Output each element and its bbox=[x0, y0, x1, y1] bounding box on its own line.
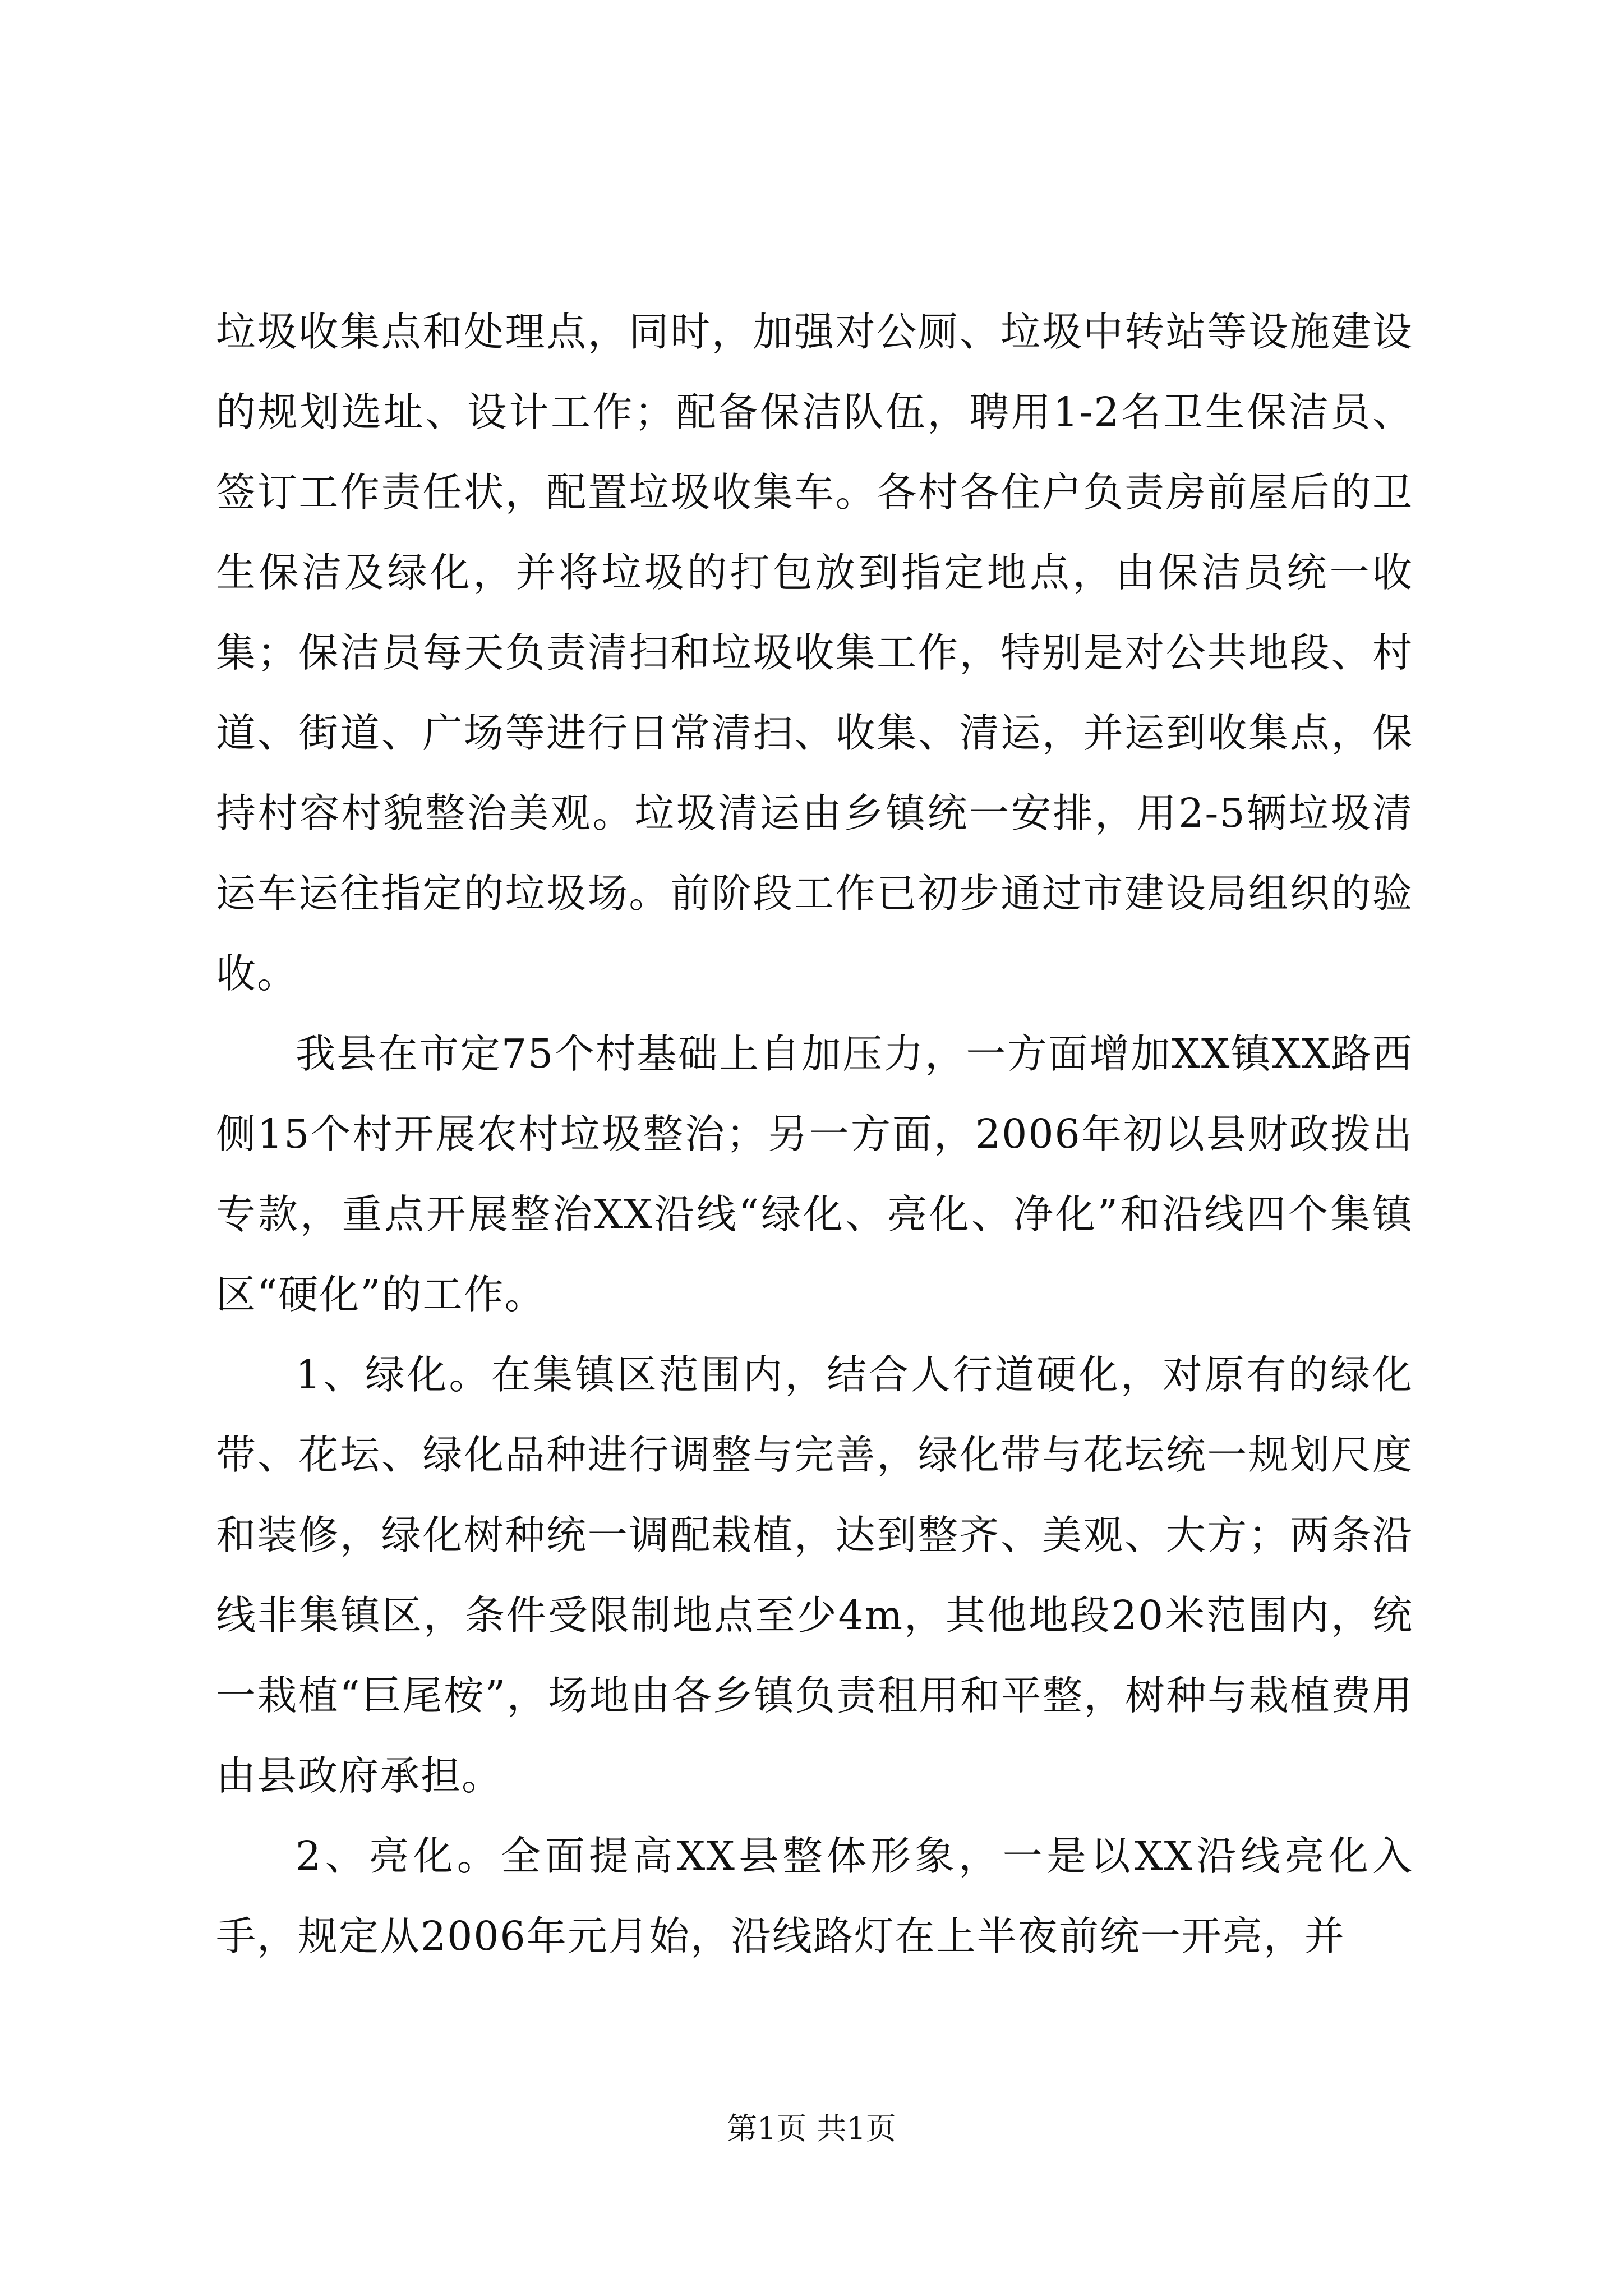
paragraph-2: 我县在市定75个村基础上自加压力，一方面增加XX镇XX路西侧15个村开展农村垃圾整治；另一方面，2006年初以县财政拨出专款，重点开展整治XX沿线“绿化、亮化、净化”和沿线四个集镇区“硬化”的工作。 bbox=[216, 1030, 1413, 1318]
paragraph-1: 垃圾收集点和处理点，同时，加强对公厕、垃圾中转站等设施建设的规划选址、设计工作；配备保洁队伍，聘用1-2名卫生保洁员、签订工作责任状，配置垃圾收集车。各村各住户负责房前屋后的卫生保洁及绿化，并将垃圾的打包放到指定地点，由保洁员统一收集；保洁员每天负责清扫和垃圾收集工作，特别是对公共地段、村道、街道、广场等进行日常清扫、收集、清运，并运到收集点，保持村容村貌整治美观。垃圾清运由乡镇统一安排，用2-5辆垃圾清运车运往指定的垃圾场。前阶段工作已初步通过市建设局组织的验收。 bbox=[216, 309, 1413, 997]
page-footer: 第1页 共1页 bbox=[727, 2111, 896, 2146]
paragraph-4: 2、亮化。全面提高XX县整体形象，一是以XX沿线亮化入手，规定从2006年元月始，沿线路灯在上半夜前统一开亮，并 bbox=[216, 1833, 1413, 1959]
paragraph-3: 1、绿化。在集镇区范围内，结合人行道硬化，对原有的绿化带、花坛、绿化品种进行调整与完善，绿化带与花坛统一规划尺度和装修，绿化树种统一调配栽植，达到整齐、美观、大方；两条沿线非集镇区，条件受限制地点至少4m，其他地段20米范围内，统一栽植“巨尾桉”，场地由各乡镇负责租用和平整，树种与栽植费用由县政府承担。 bbox=[216, 1351, 1413, 1799]
document-body bbox=[216, 292, 1413, 1976]
